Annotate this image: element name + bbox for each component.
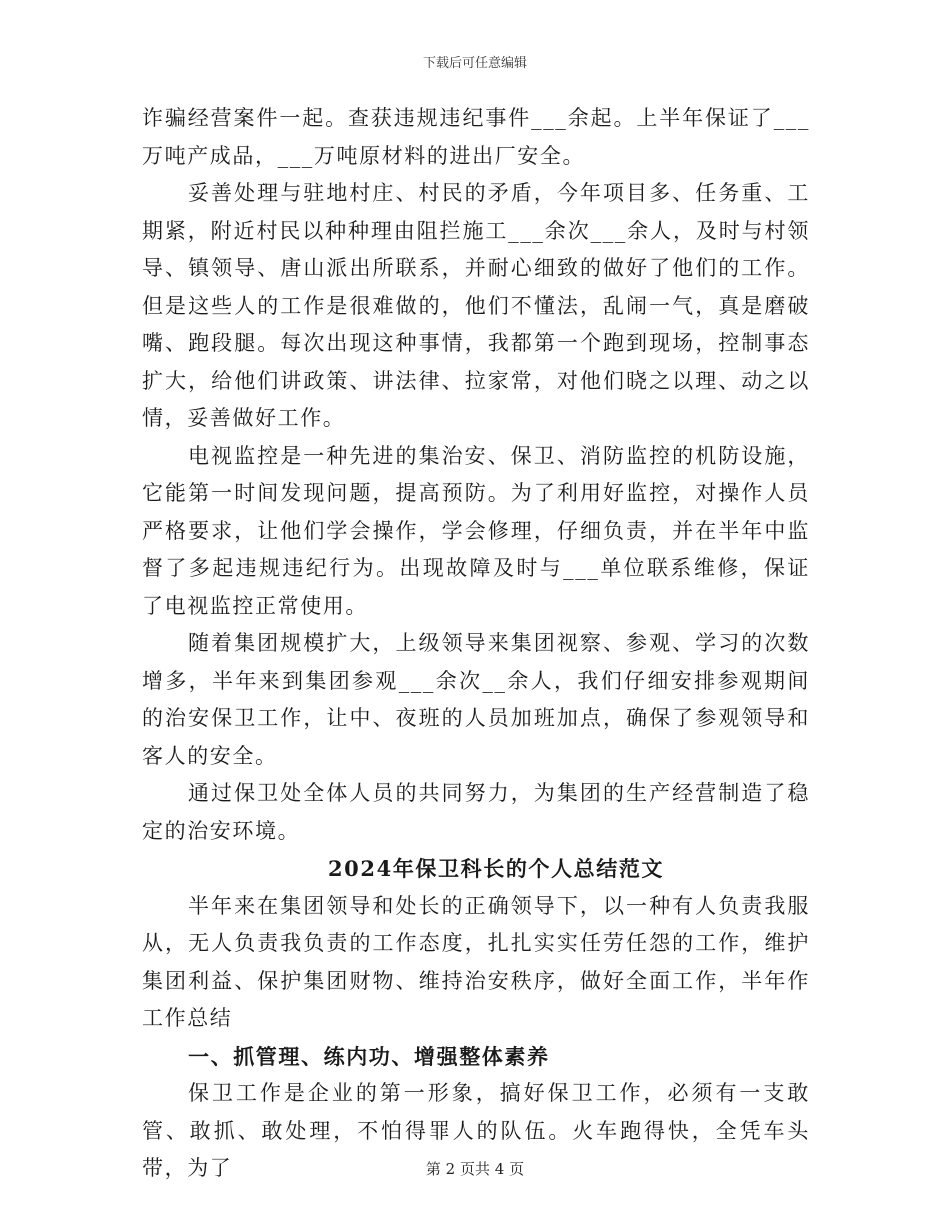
page-header-note: 下载后可任意编辑 bbox=[422, 56, 527, 71]
page-number: 第 2 页共 4 页 bbox=[425, 1160, 525, 1178]
paragraph-video-monitoring: 电视监控是一种先进的集治安、保卫、消防监控的机防设施，它能第一时间发现问题，提高预防。为了利用好监控，对操作人员严格要求，让他们学会操作，学会修理，仔细负责，并在半年中监督了多起违规违纪行为。出现故障及时与___单位联系维修，保证了电视监控正常使用。 bbox=[142, 443, 810, 618]
paragraph-security-work: 保卫工作是企业的第一形象，搞好保卫工作，必须有一支敢管、敢抓、敢处理，不怕得罪人的队伍。火车跑得快，全凭车头带，为了 bbox=[142, 1081, 810, 1180]
paragraph-continuation: 诈骗经营案件一起。查获违规违纪事件___余起。上半年保证了___万吨产成品，___万吨原材料的进出厂安全。 bbox=[142, 106, 810, 168]
paragraph-intro: 半年来在集团领导和处长的正确领导下，以一种有人负责我服从，无人负责我负责的工作态度，扎扎实实任劳任怨的工作，维护集团利益、保护集团财物、维持治安秩序，做好全面工作，半年作工作总结 bbox=[142, 893, 810, 1030]
document-body bbox=[142, 100, 810, 1188]
section-title: 2024年保卫科长的个人总结范文 bbox=[327, 856, 665, 881]
paragraph-visitors: 随着集团规模扩大，上级领导来集团视察、参观、学习的次数增多，半年来到集团参观___余次__余人，我们仔细安排参观期间的治安保卫工作，让中、夜班的人员加班加点，确保了参观领导和客人的安全。 bbox=[142, 631, 810, 768]
paragraph-village-conflict: 妥善处理与驻地村庄、村民的矛盾，今年项目多、任务重、工期紧，附近村民以种种理由阻拦施工___余次___余人，及时与村领导、镇领导、唐山派出所联系，并耐心细致的做好了他们的工作。但是这些人的工作是很难做的，他们不懂法，乱闹一气，真是磨破嘴、跑段腿。每次出现这种事情，我都第一个跑到现场，控制事态扩大，给他们讲政策、讲法律、拉家常，对他们晓之以理、动之以情，妥善做好工作。 bbox=[142, 181, 810, 430]
paragraph-conclusion: 通过保卫处全体人员的共同努力，为集团的生产经营制造了稳定的治安环境。 bbox=[142, 781, 810, 843]
subheading-management: 一、抓管理、练内功、增强整体素养 bbox=[188, 1043, 550, 1069]
